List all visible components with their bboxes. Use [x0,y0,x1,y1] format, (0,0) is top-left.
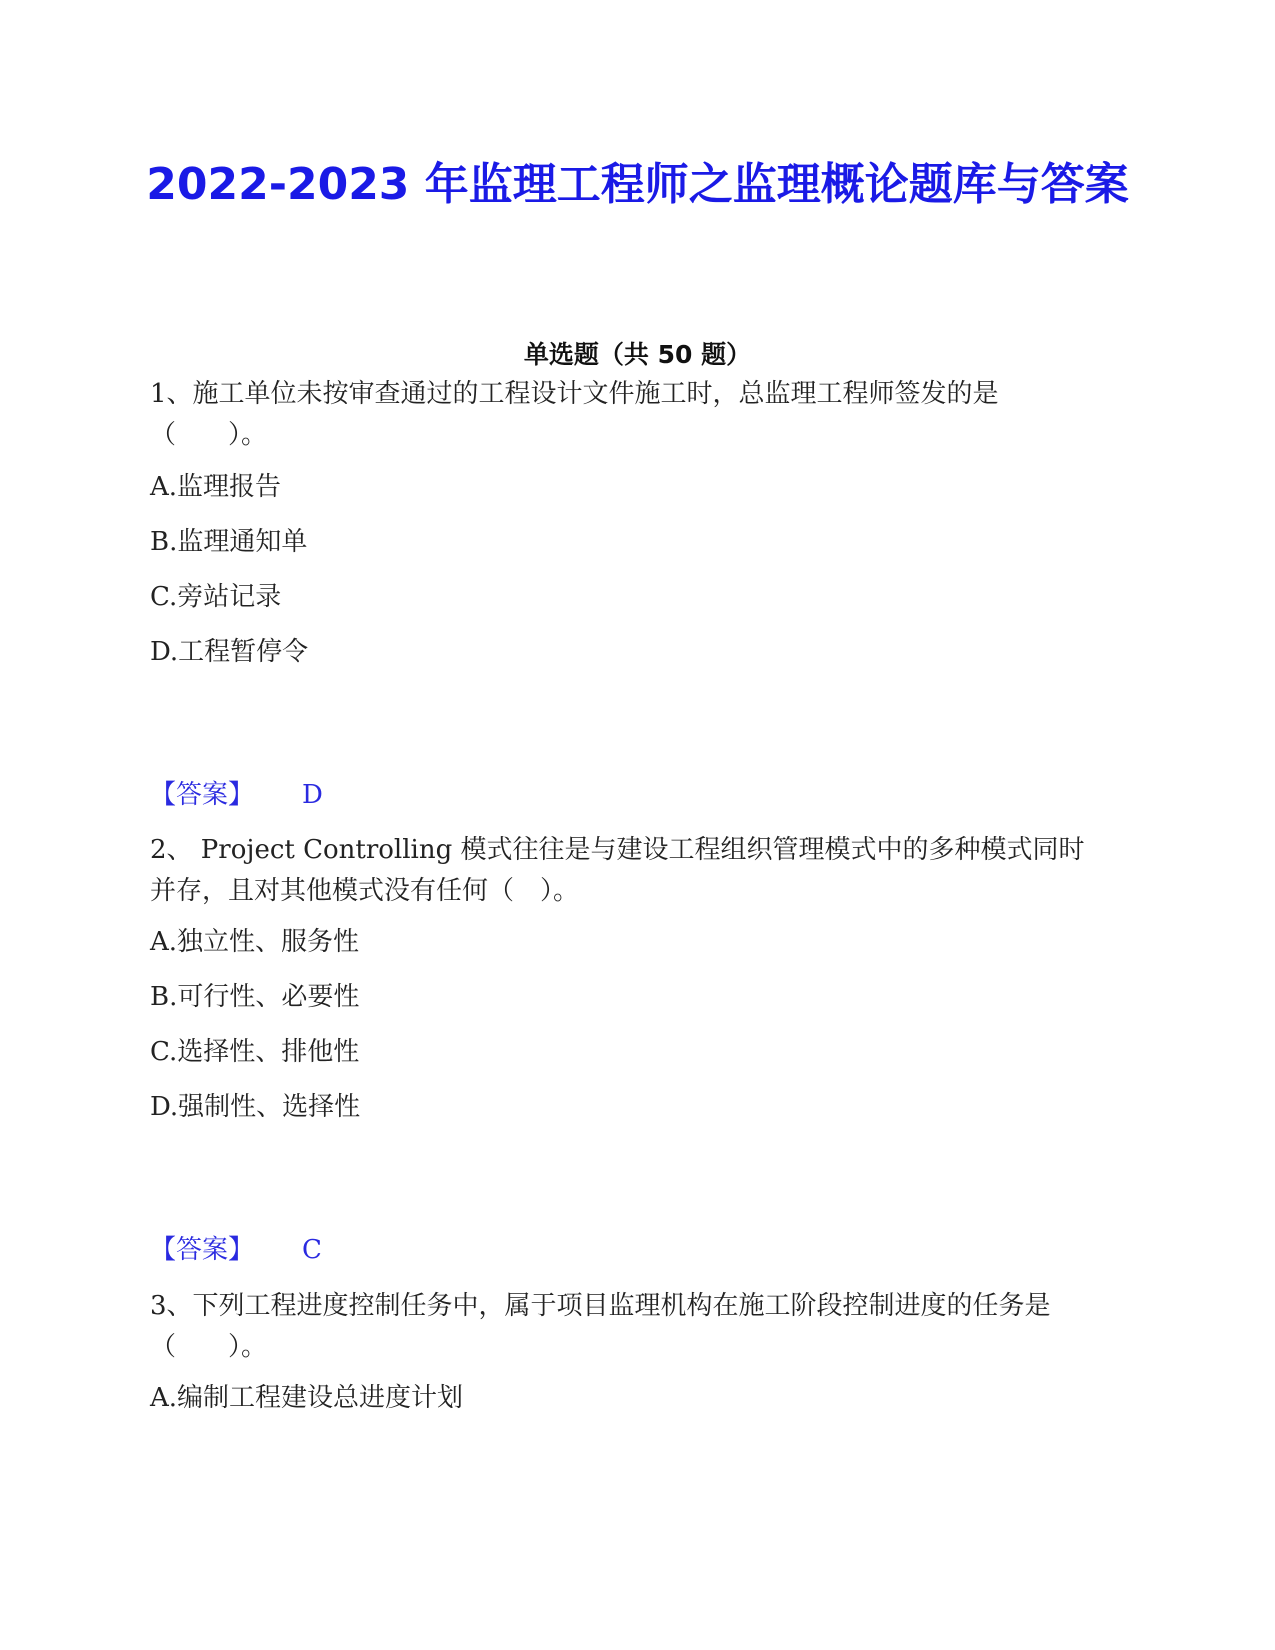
question-2-option-a: A.独立性、服务性 [150,927,360,957]
section-heading: 单选题（共 50 题） [523,340,752,369]
question-2-option-d: D.强制性、选择性 [150,1092,361,1122]
question-1-option-d: D.工程暂停令 [150,637,309,667]
question-3-option-a: A.编制工程建设总进度计划 [150,1383,464,1413]
question-1-option-c: C.旁站记录 [150,582,282,612]
question-3-stem: 3、下列工程进度控制任务中，属于项目监理机构在施工阶段控制进度的任务是（ ）。 [150,1291,1051,1362]
question-2-answer [150,1233,322,1267]
question-2-option-b: B.可行性、必要性 [150,982,360,1012]
question-1-answer [150,778,323,812]
question-2-option-c: C.选择性、排他性 [150,1037,360,1067]
document-title: 2022-2023 年监理工程师之监理概论题库与答案 [146,159,1129,210]
question-1-stem: 1、施工单位未按审查通过的工程设计文件施工时，总监理工程师签发的是（ ）。 [150,379,999,450]
answer-label: 【答案】 [150,780,255,810]
answer-value: D [302,780,323,810]
answer-value: C [302,1235,322,1265]
question-2-stem: 2、 Project Controlling 模式往往是与建设工程组织管理模式中的多种模式同时并存，且对其他模式没有任何（ ）。 [150,835,1085,906]
question-1-option-a: A.监理报告 [150,472,282,502]
question-1-option-b: B.监理通知单 [150,527,308,557]
answer-label: 【答案】 [150,1235,255,1265]
